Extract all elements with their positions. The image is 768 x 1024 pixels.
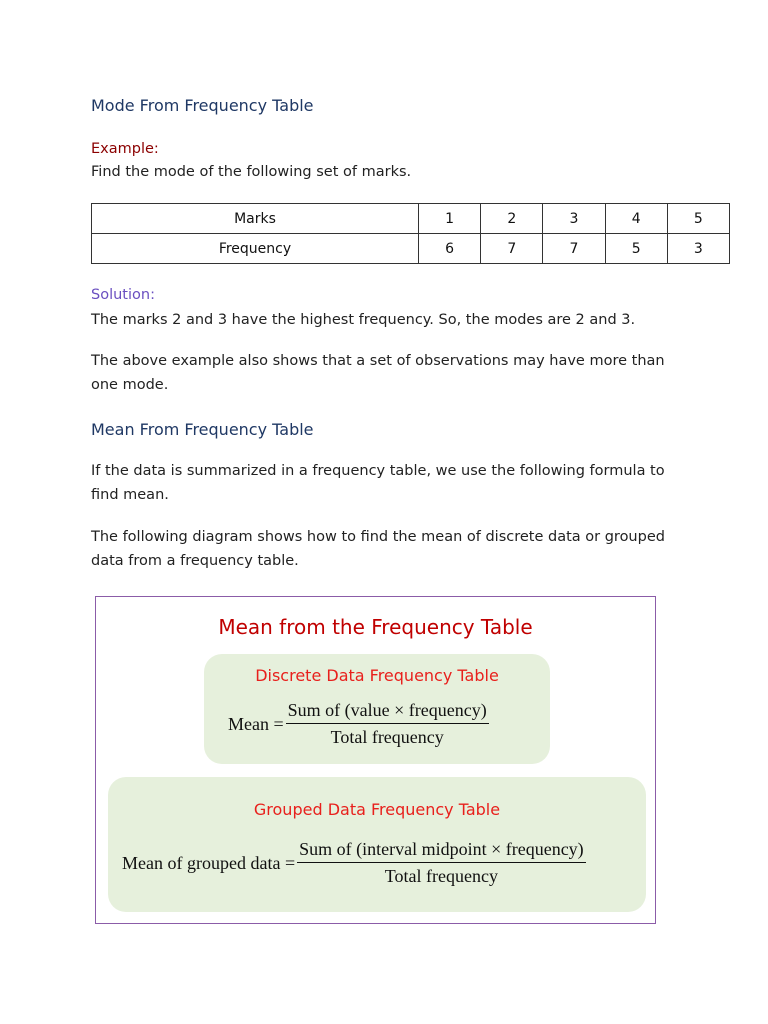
grouped-data-box — [108, 777, 646, 912]
formula-lhs: Mean of grouped data = — [122, 852, 296, 873]
discrete-box-title: Discrete Data Frequency Table — [255, 666, 499, 685]
table-cell: 2 — [481, 204, 543, 234]
table-cell: 3 — [543, 204, 605, 234]
formula-denominator: Total frequency — [384, 866, 498, 886]
solution-text: The marks 2 and 3 have the highest frequency. So, the modes are 2 and 3. — [91, 312, 636, 328]
solution-label: Solution: — [91, 287, 155, 303]
table-cell: 5 — [605, 234, 667, 264]
solution-note: The above example also shows that a set of observations may have more than one mode. — [91, 353, 665, 393]
example-label: Example: — [91, 141, 159, 157]
table-cell: 7 — [481, 234, 543, 264]
table-cell: 7 — [543, 234, 605, 264]
example-text: Find the mode of the following set of marks. — [91, 164, 412, 180]
formula-fraction — [297, 839, 586, 887]
formula-numerator: Sum of (value × frequency) — [286, 700, 489, 724]
table-cell: 6 — [419, 234, 481, 264]
table-cell: 4 — [605, 204, 667, 234]
table-row-frequency — [92, 234, 730, 264]
diagram-intro-text: The following diagram shows how to find the mean of discrete data or grouped data from a frequency table. — [91, 529, 665, 569]
formula-lhs: Mean = — [228, 713, 284, 734]
table-cell: 1 — [419, 204, 481, 234]
mean-formula-diagram — [95, 596, 656, 924]
formula-fraction — [286, 700, 489, 748]
discrete-data-box — [204, 654, 550, 764]
grouped-box-title: Grouped Data Frequency Table — [253, 800, 501, 819]
mean-intro-text: If the data is summarized in a frequency table, we use the following formula to find mean. — [91, 463, 665, 503]
table-cell: 5 — [667, 204, 729, 234]
mode-heading: Mode From Frequency Table — [91, 96, 314, 115]
table-cell: 3 — [667, 234, 729, 264]
row-header-frequency: Frequency — [92, 234, 419, 264]
grouped-mean-formula — [122, 839, 586, 887]
discrete-mean-formula — [228, 700, 489, 748]
table-row-marks — [92, 204, 730, 234]
formula-numerator: Sum of (interval midpoint × frequency) — [297, 839, 586, 863]
diagram-title: Mean from the Frequency Table — [218, 615, 533, 639]
mean-heading: Mean From Frequency Table — [91, 420, 314, 439]
frequency-table — [91, 203, 730, 264]
row-header-marks: Marks — [92, 204, 419, 234]
formula-denominator: Total frequency — [330, 727, 444, 747]
